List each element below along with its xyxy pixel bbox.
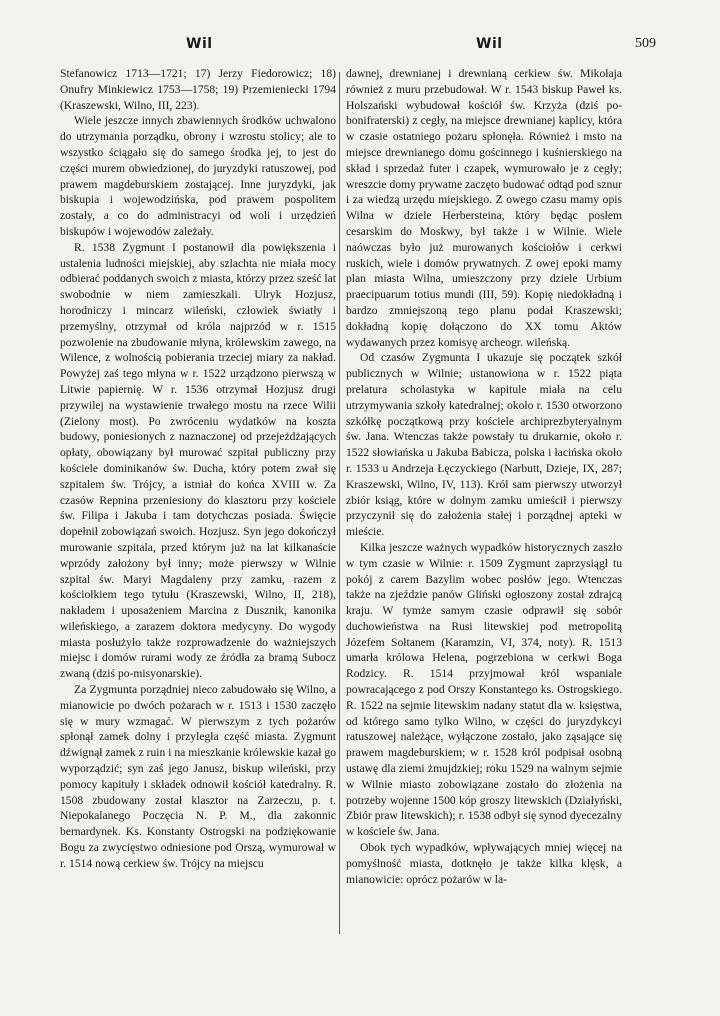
paragraph: Kilka jeszcze ważnych wypadków historycznych zaszło w tym czasie w Wilnie: r. 1509 Zygmunt zaprzysiągł tu pokój z carem Bazylim wobec posłów jego. Wtenczas także na zjeździe panów Gliński ogłoszony został zdrajcą kraju. W tymże samym czasie odprawił się sobór duchowieństwa na Rusi litewskiej pod metropolitą Józefem Sołtanem (Karamzin, VI, 374, noty). R. 1513 umarła królowa Helena, pogrzebiona w cerkwi Boga Rodzicy. R. 1514 przyjmował król wspaniale powracającego z pod Orszy Konstantego ks. Ostrogskiego. R. 1522 na sejmie litewskim nadany statut dla w. księstwa, od którego samo tylko Wilno, w części do juryzdykcyi ratuszowej należące, wyłączone zostało, jako ząsające się prawem magdeburskiem; w r. 1528 król podpisał osobną ustawę dla ziemi żmujdzkiej; roku 1529 na walnym sejmie w Wilnie miasto zobowiązane zostało do złożenia na potrzeby wojenne 1500 kóp groszy litewskich (Działyński, Zbiór praw litewskich); r. 1538 odbył się synod dyecezalny w kościele św. Jana. [346,540,622,839]
running-header [56,36,656,56]
headword-left: Wil [186,36,213,52]
right-column [346,66,622,887]
paragraph: Za Zygmunta porządniej nieco zabudowało się Wilno, a mianowicie po dwóch pożarach w r. 1513 i 1530 zaczęło się w mury wzmagać. W pierwszym z tych pożarów spłonął zamek dolny i przyległa część miasta. Zygmunt dźwignął zamek z ruin i na mieszkanie królewskie kazał go wyporządzić; syn zaś jego Janusz, biskup wileński, przy pomocy kapituły i składek odnowił kościół katedralny. R. 1508 zbudowany został klasztor na Zarzeczu, p. t. Niepokalanego Poczęcia N. P. M., dla zakonnic bernardynek. Ks. Konstanty Ostrogski na podziękowanie Bogu za zwycięstwo odniesione pod Orszą, wymurował w r. 1514 nową cerkiew św. Trójcy na miejscu [60,683,336,870]
paragraph: R. 1538 Zygmunt I postanowił dla powiększenia i ustalenia ludności miejskiej, aby szlachta nie miała mocy odbierać poddanych swoich z miasta, którzy przez sześć lat swobodnie w niem zamieszkali. Ulryk Hozjusz, horodniczy i mincarz wileński, człowiek światły i przemyślny, otrzymał od króla najprzód w r. 1515 pozwolenie na zbudowanie młyna, królewskim zawego, na Wilence, z wolnością pobierania trzeciej miary za nakład. Powyżej zaś tego młyna w r. 1522 urządzono pierwszą w Litwie papiernię. W r. 1536 otrzymał Hozjusz drugi przywilej na wystawienie trwałego mostu na rzece Wilii (Zielony most). Po zwróceniu wydatków na koszta budowy, poniesionych z naznaczonej od przejeżdżających opłaty, obowiązany był murować szpitał publiczny przy kościele dominikanów św. Ducha, który potem zwał się szpitalem św. Trójcy, a istniał do końca XVIII w. Za czasów Repnina przeniesiony do klasztoru przy kościele św. Filipa i Jakuba i tam dotychczas posiada. Święcie dopełnił zobowiązań swoich. Hozjusz. Syn jego dokończył murowanie szpitala, przed którym już na lat kilkanaście wprzódy założony był inny; może pierwszy w Wilnie szpital św. Maryi Magdaleny przy zamku, razem z kościołkiem tego tytułu (Kraszewski, Wilno, II, 218), nakładem i uposażeniem Marcina z Dusznik, kanonika wileńskiego, a zarazem doktora medycyny. Do wygody miasta posłużyło także rozprowadzenie do ważniejszych miejsc i domów rurami wody ze źródła za bramą Subocz zwaną (dziś po-misyonarskie). [60,240,336,681]
paragraph: Od czasów Zygmunta I ukazuje się początek szkół publicznych w Wilnie; ustanowiona w r. 1522 piąta prelatura scholastyka w kapitule miała na celu utrzymywania szkoły katedralnej; około r. 1530 otworzono szkółkę początkową przy kościele archiprezbyteryalnym św. Jana. Wtenczas także powstały tu drukarnie, około r. 1522 słowiańska u Jakuba Babicza, polska i łacińska około r. 1533 u Andrzeja Łęczyckiego (Narbutt, Dzieje, IX, 287; Kraszewski, Wilno, IV, 113). Król sam pierwszy utworzył zbiór ksiąg, które w dolnym zamku umieścił i pierwszy przyczynił się do założenia stałej i porządnej apteki w mieście. [346,351,622,539]
paragraph: Wiele jeszcze innych zbawiennych środków uchwalono do utrzymania porządku, obrony i wzrostu stolicy; ale to wszystko ściągało się do samego środka jej, to jest do części murem obwiedzionej, do juryzdyki ratuszowej, pod prawem magdeburskiem zostającej. Inne juryzdyki, jak biskupia i wojewodzińska, pod prawem pospolitem zostały, a co do administracyi od woli i urzędzień biskupów i wojewodów zależały. [60,114,336,238]
column-divider [339,72,340,934]
headword-right: Wil [476,36,503,52]
left-column [60,66,336,872]
paragraph: Stefanowicz 1713—1721; 17) Jerzy Fiedorowicz; 18) Onufry Minkiewicz 1753—1758; 19) Przemieniecki 1794 (Kraszewski, Wilno, III, 223). [60,67,336,112]
paragraph: Obok tych wypadków, wpływających mniej więcej na pomyślność miasta, dotknęło je także kilka klęsk, a mianowicie: oprócz pożarów w la- [346,841,622,886]
page-number: 509 [635,36,656,51]
paragraph: dawnej, drewnianej i drewnianą cerkiew św. Mikołaja również z muru przebudował. W r. 1543 biskup Paweł ks. Holszański wybudował kościół św. Krzyża (dziś po-bonifraterski) z cegły, na miejsce drewnianej kaplicy, która w czasie ostatniego pożaru spłonęła. Również i mstо na miejsce drewnianego domu gościnnego i kuśnierskiego na skład i sprzedaż futer i czapek, wymurowało je z cegły; wreszcie domy prywatne zaczęto budować odtąd pod sznur i za wiedzą urzędu miejskiego. Z owego czasu mamy opis Wilna w dziele Herbersteina, który będąc posłem cesarskim do Moskwy, był także i w Wilnie. Wiele naówczas było już murowanych kościołów i cerkwi ruskich, wiele i domów prywatnych. Z owej epoki mamy plan miasta Wilna, umieszczony przy dziele Urbium praecipuarum totius mundi (III, 59). Kopię niedokładną i bardzo zmniejszoną tego planu podał Kraszewski; dokładną kopię dołączono do XX tomu Aktów wydawanych przez komisyę archeogr. wileńską. [346,67,622,349]
